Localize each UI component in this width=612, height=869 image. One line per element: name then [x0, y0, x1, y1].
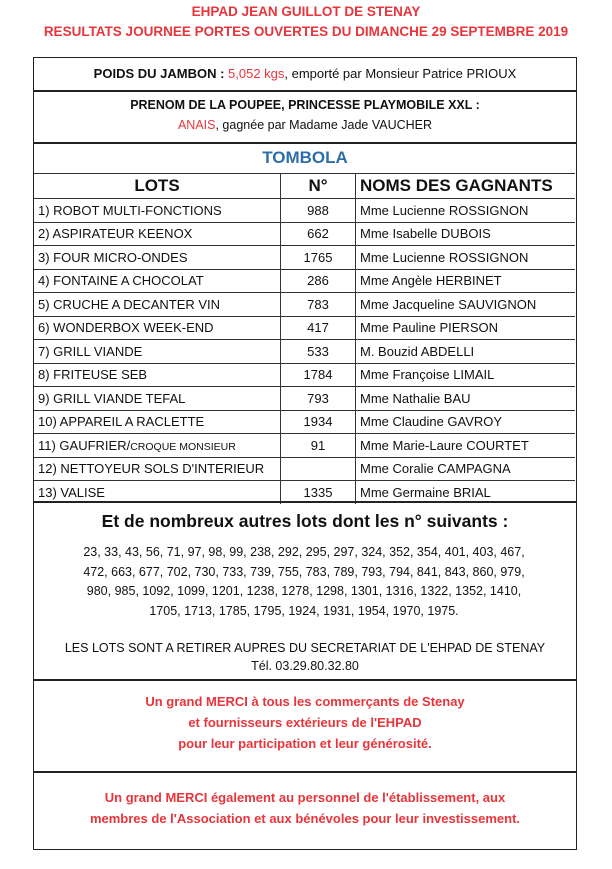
- tombola-title: TOMBOLA: [262, 148, 348, 167]
- lot-cell: [34, 363, 281, 387]
- table-row: [34, 387, 575, 411]
- winner-name: Mme Isabelle DUBOIS: [356, 222, 576, 246]
- ticket-number: 1784: [281, 363, 356, 387]
- table-header-row: [34, 174, 575, 199]
- tombola-box: [33, 143, 577, 502]
- lot-label: 2) ASPIRATEUR KEENOX: [38, 226, 193, 242]
- poupee-winner: , gagnée par Madame Jade VAUCHER: [215, 118, 433, 132]
- numbers-line: 980, 985, 1092, 1099, 1201, 1238, 1278, 1298, 1301, 1316, 1322, 1352, 1410,: [86, 584, 522, 598]
- lot-label: 6) WONDERBOX WEEK-END: [38, 320, 214, 336]
- tombola-table: [34, 173, 575, 504]
- table-row: [34, 481, 575, 504]
- merci-merchants-box: [33, 680, 577, 772]
- jambon-label: POIDS DU JAMBON :: [93, 66, 229, 81]
- winner-name: Mme Germaine BRIAL: [356, 481, 576, 504]
- poupee-box: [33, 91, 577, 143]
- winner-name: Mme Marie-Laure COURTET: [356, 434, 576, 458]
- pickup-text: LES LOTS SONT A RETIRER AUPRES DU SECRETARIAT DE L'EHPAD DE STENAY: [64, 641, 546, 655]
- merci-merchants-text: [34, 691, 576, 754]
- winner-name: Mme Coralie CAMPAGNA: [356, 457, 576, 481]
- lot-label: 12) NETTOYEUR SOLS D'INTERIEUR: [38, 461, 265, 477]
- table-row: [34, 457, 575, 481]
- lot-cell: [34, 387, 281, 411]
- lot-cell: [34, 246, 281, 270]
- merci-staff-box: [33, 772, 577, 850]
- lot-label: 8) FRITEUSE SEB: [38, 367, 148, 383]
- ticket-number: [281, 457, 356, 481]
- ticket-number: 988: [281, 199, 356, 223]
- lot-label: 10) APPAREIL A RACLETTE: [38, 414, 205, 430]
- table-row: [34, 410, 575, 434]
- lot-label: 9) GRILL VIANDE TEFAL: [38, 390, 186, 406]
- table-row: [34, 269, 575, 293]
- table-row: [34, 434, 575, 458]
- merci-line: Un grand MERCI à tous les commerçants de Stenay: [145, 694, 465, 709]
- lot-label: 3) FOUR MICRO-ONDES: [38, 249, 188, 265]
- page-subtitle: RESULTATS JOURNEE PORTES OUVERTES DU DIMANCHE 29 SEPTEMBRE 2019: [43, 24, 569, 39]
- ticket-number: 793: [281, 387, 356, 411]
- table-row: [34, 293, 575, 317]
- ticket-number: 783: [281, 293, 356, 317]
- table-row: [34, 199, 575, 223]
- table-row: [34, 340, 575, 364]
- lot-label: 4) FONTAINE A CHOCOLAT: [38, 273, 204, 289]
- lot-cell: [34, 269, 281, 293]
- autres-title: Et de nombreux autres lots dont les n° suivants :: [101, 511, 509, 531]
- lot-label: 13) VALISE: [38, 484, 105, 500]
- table-row: [34, 246, 575, 270]
- lot-cell: [34, 316, 281, 340]
- pickup-info: [34, 639, 576, 675]
- ticket-number: 533: [281, 340, 356, 364]
- lot-cell: [34, 434, 281, 458]
- jambon-weight: 5,052 kgs: [228, 66, 285, 81]
- lot-label: 7) GRILL VIANDE: [38, 343, 143, 359]
- winning-numbers: [38, 543, 570, 621]
- winner-name: Mme Nathalie BAU: [356, 387, 576, 411]
- ticket-number: 91: [281, 434, 356, 458]
- winner-name: M. Bouzid ABDELLI: [356, 340, 576, 364]
- jambon-line: [34, 66, 576, 81]
- merci-line: membres de l'Association et aux bénévoles pour leur investissement.: [89, 811, 521, 826]
- winner-name: Mme Claudine GAVROY: [356, 410, 576, 434]
- table-row: [34, 363, 575, 387]
- poupee-line: [34, 118, 576, 132]
- header-num: N°: [281, 174, 356, 199]
- winner-name: Mme Pauline PIERSON: [356, 316, 576, 340]
- lot-cell: [34, 457, 281, 481]
- ticket-number: 1934: [281, 410, 356, 434]
- merci-line: et fournisseurs extérieurs de l'EHPAD: [188, 715, 422, 730]
- page-title: EHPAD JEAN GUILLOT DE STENAY: [191, 4, 421, 19]
- table-row: [34, 316, 575, 340]
- jambon-box: [33, 57, 577, 91]
- winner-name: Mme Jacqueline SAUVIGNON: [356, 293, 576, 317]
- jambon-winner: , emporté par Monsieur Patrice PRIOUX: [284, 66, 517, 81]
- merci-line: Un grand MERCI également au personnel de l'établissement, aux: [104, 790, 506, 805]
- lot-cell: [34, 293, 281, 317]
- lot-cell: [34, 410, 281, 434]
- ticket-number: 1765: [281, 246, 356, 270]
- winner-name: Mme Françoise LIMAIL: [356, 363, 576, 387]
- header-lots: LOTS: [34, 174, 281, 199]
- ticket-number: 662: [281, 222, 356, 246]
- ticket-number: 1335: [281, 481, 356, 504]
- lot-cell: [34, 222, 281, 246]
- tombola-rows: [34, 199, 575, 504]
- lot-cell: [34, 481, 281, 504]
- ticket-number: 417: [281, 316, 356, 340]
- phone-number: Tél. 03.29.80.32.80: [251, 659, 359, 673]
- poupee-label: PRENOM DE LA POUPEE, PRINCESSE PLAYMOBILE XXL :: [130, 98, 480, 112]
- lot-label: 11) GAUFRIER/: [38, 437, 131, 453]
- numbers-line: 472, 663, 677, 702, 730, 733, 739, 755, 783, 789, 793, 794, 841, 843, 860, 979,: [83, 564, 525, 579]
- lot-cell: [34, 199, 281, 223]
- lot-cell: [34, 340, 281, 364]
- merci-line: pour leur participation et leur générosité.: [178, 736, 432, 751]
- winner-name: Mme Lucienne ROSSIGNON: [356, 246, 576, 270]
- poupee-name: ANAIS: [177, 118, 216, 132]
- lot-label-small: CROQUE MONSIEUR: [130, 440, 236, 453]
- header-winners: NOMS DES GAGNANTS: [356, 174, 576, 199]
- lot-label: 5) CRUCHE A DECANTER VIN: [38, 296, 221, 312]
- ticket-number: 286: [281, 269, 356, 293]
- winner-name: Mme Lucienne ROSSIGNON: [356, 199, 576, 223]
- autres-lots-box: [33, 502, 577, 680]
- numbers-line: 1705, 1713, 1785, 1795, 1924, 1931, 1954, 1970, 1975.: [149, 603, 459, 618]
- table-row: [34, 222, 575, 246]
- lot-label: 1) ROBOT MULTI-FONCTIONS: [38, 202, 222, 218]
- numbers-line: 23, 33, 43, 56, 71, 97, 98, 99, 238, 292, 295, 297, 324, 352, 354, 401, 403, 467,: [83, 545, 525, 559]
- winner-name: Mme Angèle HERBINET: [356, 269, 576, 293]
- merci-staff-text: [34, 787, 576, 829]
